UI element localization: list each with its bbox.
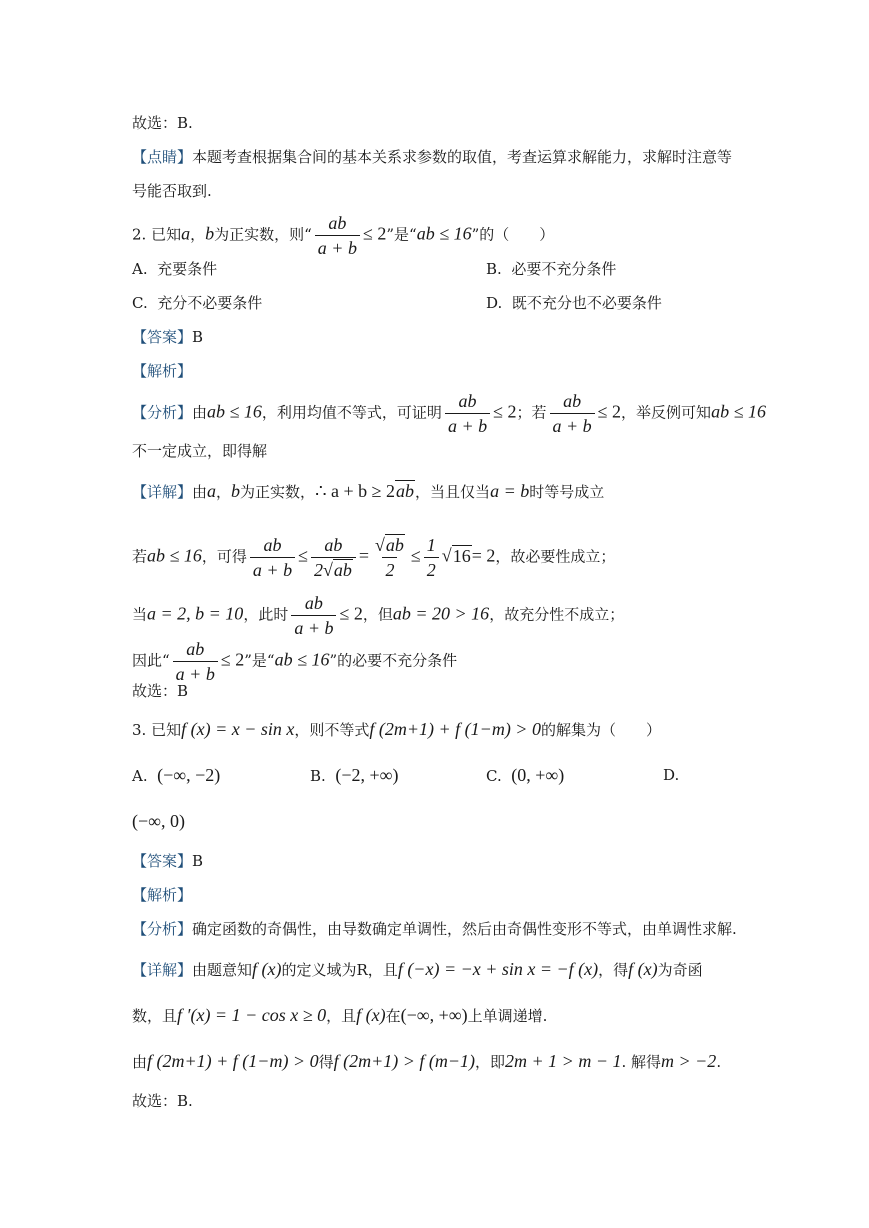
q3-analysis-tag xyxy=(132,884,192,906)
q3-fenxi-tag: 【分析】 xyxy=(132,920,193,938)
q2-option-d xyxy=(486,292,662,314)
q2-con-frac-num: ab xyxy=(186,639,205,659)
q2-fenxi-frac-1-den: a + b xyxy=(445,413,490,435)
q2-suf-3: ，但 xyxy=(362,605,393,624)
q3-option-a xyxy=(132,764,220,787)
q2-fenxi-frac-2 xyxy=(550,392,595,435)
q2-con-3: ”的必要不充分条件 xyxy=(329,651,458,670)
q3-d2-d: 上单调递增. xyxy=(467,1007,548,1025)
q2-fenxi-m1: ab ≤ 16 xyxy=(207,401,262,422)
q2-nec-3: ，故必要性成立； xyxy=(495,547,616,566)
q2-stem-c: ”是“ xyxy=(386,225,417,244)
q2-nec-frac-1-num: ab xyxy=(263,535,282,555)
q3-d1-b: 的定义域为R，且 xyxy=(281,961,398,979)
q3-d3-m1: f (2m+1) + f (1−m) > 0 xyxy=(147,1051,319,1071)
q2-stem-b: 为正实数，则“ xyxy=(214,225,312,244)
q2-option-c-label: C. xyxy=(132,294,148,312)
q2-suf-1: 当 xyxy=(132,605,148,624)
q3-d2-b: ，且 xyxy=(326,1007,357,1025)
q3-d1-fx2: f (x) xyxy=(628,959,658,979)
q3-stem xyxy=(132,718,661,741)
q2-option-b xyxy=(486,258,616,280)
q2-fenxi-1: 由 xyxy=(192,403,208,422)
q2-necessity-line: 若ab ≤ 16，可得 $\frac{ab}{a + b}$ ≤ $\frac{ab}{2√ab}$ = $\frac{√ab}{2}$ ≤ $\frac{1}{2}$ √16= 2，故必要性成立； xyxy=(132,535,616,580)
q2-stem xyxy=(132,214,554,257)
q2-detail-var-b: b xyxy=(231,481,241,501)
q2-detail-sep: ， xyxy=(216,483,232,501)
q3-d1-fx: f (x) xyxy=(252,959,282,979)
q2-conclusion-line xyxy=(132,640,457,683)
q2-option-b-label: B. xyxy=(486,260,502,278)
q2-fenxi-2: ，利用均值不等式，可证明 xyxy=(261,403,442,422)
q2-detail-line-1 xyxy=(132,480,604,503)
q2-nec-half xyxy=(424,536,439,579)
q3-d1-a: 由题意知 xyxy=(192,961,253,979)
q3-detail-line-1 xyxy=(132,958,703,981)
comment-text-1: 本题考查根据集合间的基本关系求参数的取值，考查运算求解能力，求解时注意等 xyxy=(192,148,733,166)
q2-detail-1: 由 xyxy=(192,483,208,501)
q2-nec-half-num: 1 xyxy=(426,535,436,555)
q2-con-m: ab ≤ 16 xyxy=(274,649,330,670)
previous-answer-choice: 故选：B. xyxy=(132,114,193,132)
q2-analysis-label: 【解析】 xyxy=(132,362,193,380)
q3-stem-a: 已知 xyxy=(151,721,182,739)
q2-suf-2: ，此时 xyxy=(243,605,289,624)
q3-detail-line-3 xyxy=(132,1050,721,1073)
q2-stem-a: 已知 xyxy=(151,225,182,244)
q2-analysis-tag xyxy=(132,360,192,382)
q2-option-b-text: 必要不充分条件 xyxy=(511,260,617,278)
q2-option-d-text: 既不充分也不必要条件 xyxy=(511,294,662,312)
q2-cond1-den: a + b xyxy=(315,235,360,257)
q3-analysis-label: 【解析】 xyxy=(132,886,193,904)
q3-d3-a: 由 xyxy=(132,1053,148,1071)
q2-detail-var-a: a xyxy=(207,481,217,501)
q2-suf-frac-num: ab xyxy=(304,593,323,613)
q2-nec-frac-3-den: 2 xyxy=(382,557,397,579)
q3-d1-d: 为奇函 xyxy=(657,961,703,979)
q2-con-1: 因此“ xyxy=(132,651,170,670)
q3-option-c-label: C. xyxy=(486,767,502,785)
q3-option-b xyxy=(310,764,398,787)
q3-option-b-label: B. xyxy=(310,767,326,785)
q2-fenxi-frac-1 xyxy=(445,392,490,435)
q2-detail-2: 为正实数， xyxy=(240,483,316,501)
q2-suf-4: ，故充分性不成立； xyxy=(489,605,625,624)
q2-detail-m1: ∴ a + b ≥ 2 xyxy=(315,481,396,501)
q2-detail-tag: 【详解】 xyxy=(132,483,193,501)
q2-nec-2: ，可得 xyxy=(201,547,247,566)
q3-option-c xyxy=(486,764,564,787)
q3-detail-line-2 xyxy=(132,1004,547,1027)
q2-fenxi-frac-2-den: a + b xyxy=(550,413,595,435)
q2-nec-frac-3-sqrt: ab xyxy=(385,535,404,555)
q2-nec-1: 若 xyxy=(132,547,148,566)
q2-fenxi-line-2: 不一定成立，即得解 xyxy=(132,442,268,460)
q2-suf-m1: a = 2, b = 10 xyxy=(147,603,244,624)
q2-suf-frac xyxy=(291,594,336,637)
q2-suf-m2: ab = 20 > 16 xyxy=(392,603,490,624)
q2-fenxi-frac-2-num: ab xyxy=(563,391,582,411)
q2-fenxi-4: ，举反例可知 xyxy=(621,403,712,422)
q2-nec-frac-3 xyxy=(372,536,408,579)
q2-cond1-rhs: ≤ 2 xyxy=(362,223,387,244)
q2-cond2: ab ≤ 16 xyxy=(416,223,472,244)
q3-option-b-text: (−2, +∞) xyxy=(335,765,399,785)
q2-con-2: ”是“ xyxy=(244,651,275,670)
q3-option-c-text: (0, +∞) xyxy=(511,765,565,785)
q3-func: f (x) = x − sin x xyxy=(181,719,295,739)
q3-option-a-label: A. xyxy=(132,767,148,785)
q3-d3-e: . xyxy=(716,1053,722,1071)
q2-nec-half-den: 2 xyxy=(424,557,439,579)
q2-option-a-text: 充要条件 xyxy=(157,260,218,278)
q2-nec-frac-1 xyxy=(250,536,295,579)
comment-line-2: 号能否取到. xyxy=(132,182,212,200)
q3-stem-b: ，则不等式 xyxy=(294,721,370,739)
q3-detail-tag: 【详解】 xyxy=(132,961,193,979)
q3-answer-tag: 【答案】 xyxy=(132,852,193,870)
q2-option-c xyxy=(132,292,262,314)
q3-number: 3. xyxy=(132,721,147,739)
q3-d3-c: ，即 xyxy=(475,1053,506,1071)
comment-line-1 xyxy=(132,146,732,168)
q3-d3-m4: m > −2 xyxy=(661,1051,717,1071)
q2-sufficiency-line xyxy=(132,594,624,637)
q2-nec-frac-2 xyxy=(311,536,356,579)
q2-sep: ， xyxy=(190,225,206,244)
q2-con-frac xyxy=(173,640,218,683)
q2-nec-frac-2-den: 2√ab xyxy=(311,557,356,579)
q2-cond1-num: ab xyxy=(328,213,347,233)
comment-tag: 【点睛】 xyxy=(132,148,193,166)
q2-detail-4: 时等号成立 xyxy=(529,483,605,501)
q2-nec-eq: = xyxy=(358,545,370,566)
q2-con-rhs: ≤ 2 xyxy=(220,649,245,670)
q3-answer-line xyxy=(132,850,203,872)
q2-nec-frac-3-num: √ab xyxy=(375,535,404,555)
q3-d1-m: f (−x) = −x + sin x = −f (x) xyxy=(397,959,599,979)
q2-detail-sqrt: ab xyxy=(396,481,415,501)
q2-nec-frac-1-den: a + b xyxy=(250,557,295,579)
q3-d2-c: 在 xyxy=(385,1007,401,1025)
q3-option-d-label: D. xyxy=(663,766,680,784)
q3-d3-m3: 2m + 1 > m − 1 xyxy=(505,1051,622,1071)
q2-cond1-fraction xyxy=(315,214,360,257)
q3-stem-c: 的解集为（ ） xyxy=(540,721,661,739)
q3-d2-a: 数，且 xyxy=(132,1007,178,1025)
q2-var-b: b xyxy=(205,223,215,244)
q3-ineq: f (2m+1) + f (1−m) > 0 xyxy=(369,719,541,739)
q2-suf-rhs: ≤ 2 xyxy=(339,603,363,624)
q3-d2-int: (−∞, +∞) xyxy=(400,1005,468,1025)
q3-answer: B xyxy=(192,852,204,870)
q2-detail-3: ，当且仅当 xyxy=(415,483,491,501)
q3-option-d-value: (−∞, 0) xyxy=(132,811,185,831)
q3-d3-b: 得 xyxy=(318,1053,334,1071)
q2-nec-frac-2-sqrt: ab xyxy=(333,560,352,580)
q2-fenxi-rhs-1: ≤ 2 xyxy=(493,401,517,422)
q2-option-a-label: A. xyxy=(132,260,148,278)
q2-choice: 故选：B xyxy=(132,682,189,700)
q3-fenxi-text: 确定函数的奇偶性，由导数确定单调性，然后由奇偶性变形不等式，由单调性求解. xyxy=(192,920,737,938)
q2-answer-line xyxy=(132,326,203,348)
q2-fenxi-line-1 xyxy=(132,392,766,435)
q2-option-a xyxy=(132,258,217,280)
q2-nec-le2: ≤ xyxy=(410,545,421,566)
q3-d2-m: f ′(x) = 1 − cos x ≥ 0 xyxy=(177,1005,327,1025)
q2-answer-tag: 【答案】 xyxy=(132,328,193,346)
q2-option-d-label: D. xyxy=(486,294,503,312)
q2-fenxi-3: ；若 xyxy=(516,403,547,422)
q2-con-frac-den: a + b xyxy=(173,661,218,683)
q2-var-a: a xyxy=(181,223,191,244)
q2-nec-le: ≤ xyxy=(298,545,308,566)
q2-stem-d: ”的（ ） xyxy=(471,225,555,244)
q3-option-a-text: (−∞, −2) xyxy=(157,765,221,785)
q3-d3-d: . 解得 xyxy=(621,1053,662,1071)
q2-nec-sqrt16: 16 xyxy=(452,545,471,566)
q3-d2-fx: f (x) xyxy=(356,1005,386,1025)
q3-choice: 故选：B. xyxy=(132,1092,193,1110)
q3-d3-m2: f (2m+1) > f (m−1) xyxy=(333,1051,476,1071)
q2-suf-frac-den: a + b xyxy=(291,615,336,637)
q2-answer: B xyxy=(192,328,204,346)
q2-number: 2. xyxy=(132,225,147,244)
q2-nec-frac-2-num: ab xyxy=(324,535,343,555)
q3-d1-c: ，得 xyxy=(598,961,629,979)
q3-option-d-text xyxy=(132,810,185,833)
q2-fenxi-tag: 【分析】 xyxy=(132,403,193,422)
q2-option-c-text: 充分不必要条件 xyxy=(157,294,263,312)
q3-fenxi-line xyxy=(132,918,737,940)
q2-nec-res: = 2 xyxy=(471,545,496,566)
q2-detail-m2: a = b xyxy=(490,481,530,501)
q2-fenxi-frac-1-num: ab xyxy=(458,391,477,411)
q2-nec-m1: ab ≤ 16 xyxy=(147,545,202,566)
q2-fenxi-rhs-2: ≤ 2 xyxy=(597,401,622,422)
q2-fenxi-m2: ab ≤ 16 xyxy=(711,401,766,422)
